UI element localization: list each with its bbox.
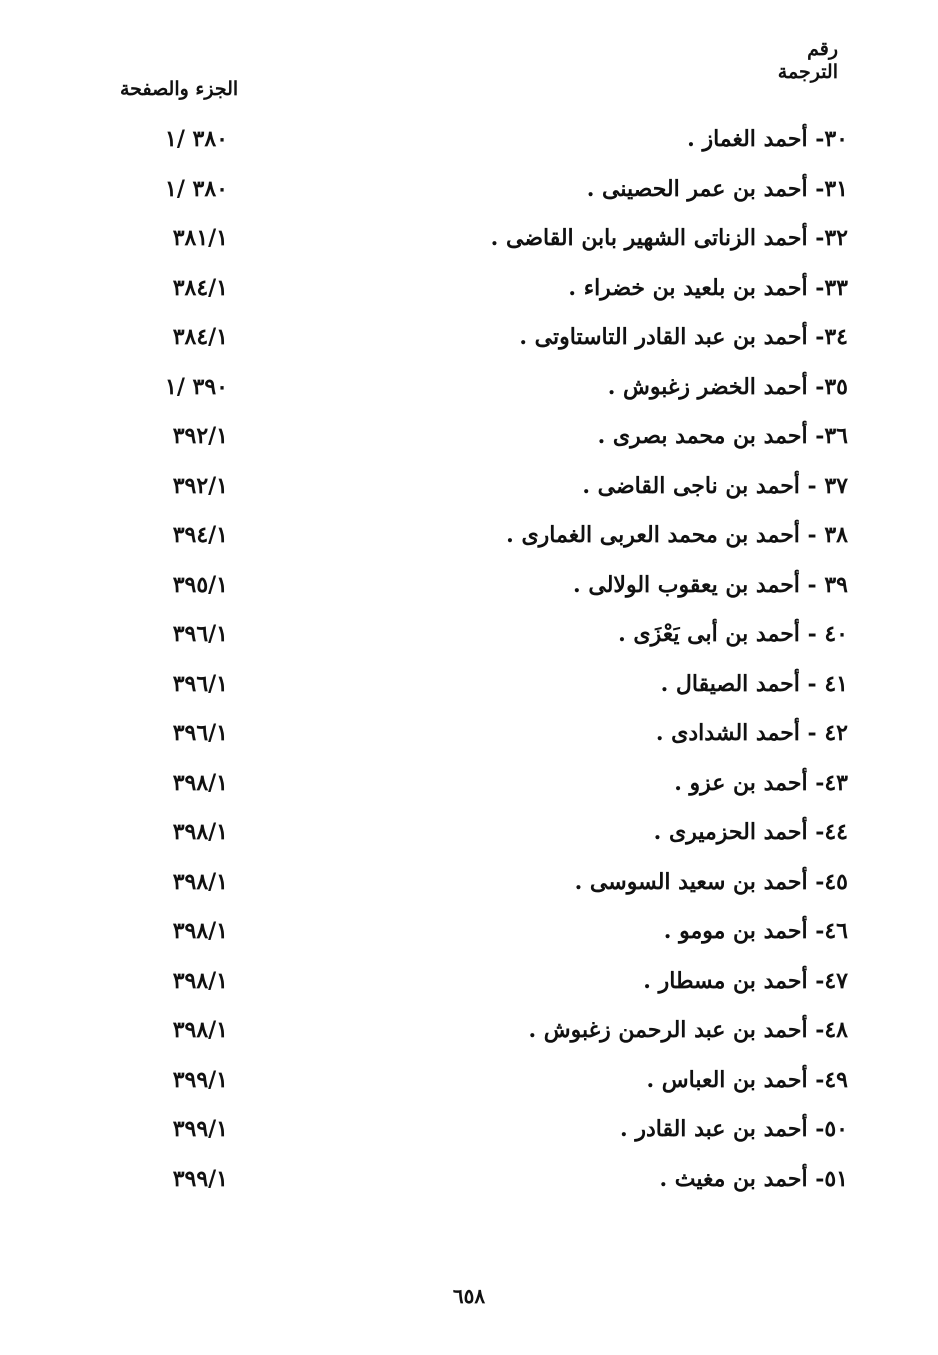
volume-page-ref: ٣٨٤/١	[172, 324, 228, 350]
entry-title: ٥٠- أحمد بن عبد القادر .	[620, 1116, 848, 1142]
entry-title: ٣٤- أحمد بن عبد القادر التاستاوتى .	[519, 324, 848, 350]
entry-title: ٤٧- أحمد بن مسطار .	[643, 967, 848, 994]
entry-title: ٤٥- أحمد بن سعيد السوسى .	[574, 868, 848, 895]
entry-title: ٣٨ - أحمد بن محمد العربى الغمارى .	[506, 522, 848, 548]
volume-page-ref: ٣٩٨/١	[172, 868, 228, 895]
volume-page-ref: ٣٩٨/١	[172, 819, 228, 845]
entry-title: ٤٢ - أحمد الشدادى .	[655, 720, 848, 746]
entry-title: ٤٤- أحمد الحزميرى .	[653, 819, 848, 845]
index-row	[0, 118, 938, 168]
volume-page-ref: ٣٩٥/١	[172, 571, 228, 598]
volume-page-ref: ٣٩٢/١	[172, 472, 228, 499]
index-row	[0, 613, 938, 663]
index-row	[0, 663, 938, 713]
index-row	[0, 564, 938, 614]
entry-title: ٣٥- أحمد الخضر زغبوش .	[607, 373, 848, 400]
volume-page-ref: ٣٩٤/١	[172, 522, 228, 548]
entry-title: ٤٩- أحمد بن العباس .	[646, 1066, 848, 1093]
volume-page-ref: ٣٨٠ /١	[165, 175, 228, 202]
column-header-line-1: رقم	[807, 38, 838, 60]
page-number: ٦٥٨	[452, 1284, 486, 1308]
entry-title: ٥١- أحمد بن مغيث .	[659, 1165, 848, 1192]
column-header-volume-page: الجزء والصفحة	[120, 78, 239, 100]
index-row	[0, 960, 938, 1010]
index-row	[0, 762, 938, 812]
entry-title: ٣٢- أحمد الزناتى الشهير بابن القاضى .	[490, 225, 848, 251]
entry-title: ٣٠- أحمد الغماز .	[687, 126, 848, 152]
entry-title: ٤٠ - أحمد بن أبى يَعْزَى .	[618, 621, 848, 647]
entry-title: ٤٣- أحمد بن عزو .	[674, 769, 848, 796]
volume-page-ref: ٣٩٨/١	[172, 769, 228, 796]
volume-page-ref: ٣٩٨/١	[172, 967, 228, 994]
index-row	[0, 415, 938, 465]
volume-page-ref: ٣٨٠ /١	[165, 126, 228, 152]
index-row	[0, 168, 938, 218]
index-row	[0, 514, 938, 564]
entry-title: ٣٩ - أحمد بن يعقوب الولالى .	[573, 571, 848, 598]
volume-page-ref: ٣٩٦/١	[172, 720, 228, 746]
entry-title: ٤٦- أحمد بن مومو .	[663, 918, 848, 944]
entry-title: ٤١ - أحمد الصيقال .	[660, 670, 848, 697]
index-row	[0, 910, 938, 960]
volume-page-ref: ٣٩٨/١	[172, 918, 228, 944]
volume-page-ref: ٣٩٩/١	[172, 1116, 228, 1142]
volume-page-ref: ٣٩٦/١	[172, 670, 228, 697]
index-row	[0, 1059, 938, 1109]
volume-page-ref: ٣٩٠ /١	[165, 373, 228, 400]
volume-page-ref: ٣٩٦/١	[172, 621, 228, 647]
index-row	[0, 861, 938, 911]
index-row	[0, 267, 938, 317]
index-row	[0, 712, 938, 762]
volume-page-ref: ٣٩٢/١	[172, 423, 228, 449]
volume-page-ref: ٣٩٨/١	[172, 1017, 228, 1043]
volume-page-ref: ٣٩٩/١	[172, 1066, 228, 1093]
index-row	[0, 366, 938, 416]
index-row	[0, 1009, 938, 1059]
index-list	[0, 118, 938, 1207]
entry-title: ٣٦- أحمد بن محمد بصرى .	[597, 423, 848, 449]
index-row	[0, 316, 938, 366]
index-row	[0, 465, 938, 515]
index-row	[0, 811, 938, 861]
entry-title: ٣١- أحمد بن عمر الحصينى .	[586, 175, 848, 202]
index-row	[0, 1158, 938, 1208]
volume-page-ref: ٣٩٩/١	[172, 1165, 228, 1192]
entry-title: ٣٧ - أحمد بن ناجى القاضى .	[582, 472, 848, 499]
volume-page-ref: ٣٨١/١	[172, 225, 228, 251]
column-header-entry-number	[778, 38, 838, 84]
column-header-line-2: الترجمة	[777, 61, 838, 83]
index-row	[0, 1108, 938, 1158]
entry-title: ٣٣- أحمد بن بلعيد بن خضراء .	[568, 274, 848, 301]
index-row	[0, 217, 938, 267]
volume-page-ref: ٣٨٤/١	[172, 274, 228, 301]
entry-title: ٤٨- أحمد بن عبد الرحمن زغبوش .	[528, 1017, 848, 1043]
